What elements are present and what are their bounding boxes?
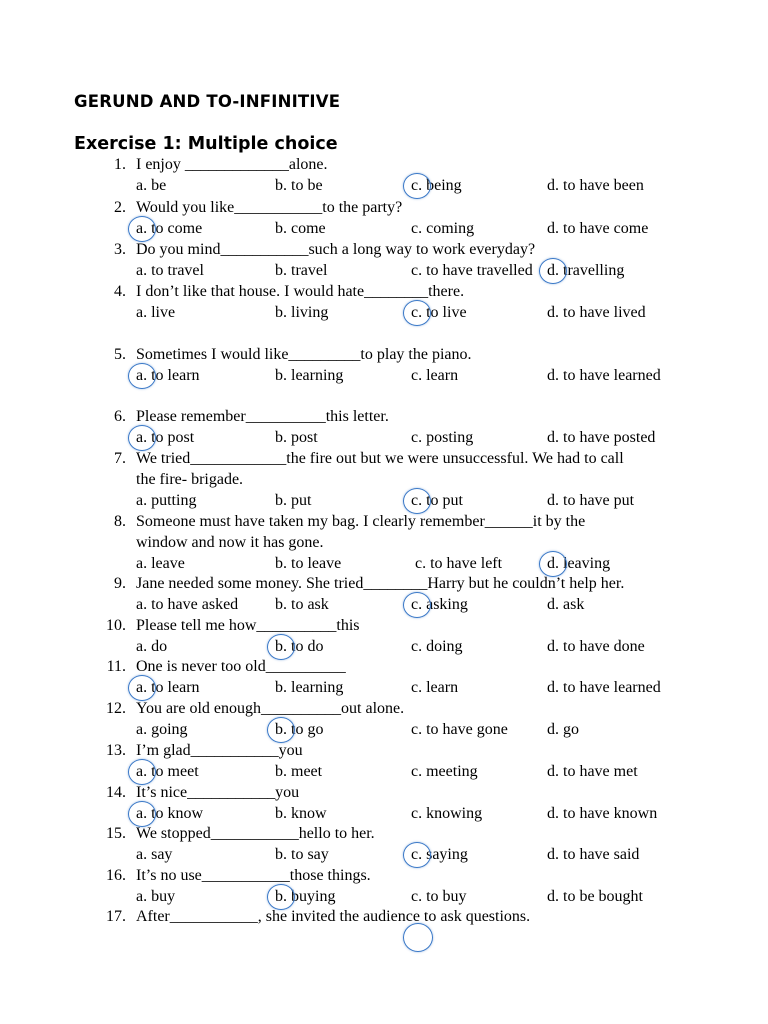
answer-option[interactable]: d. to have met	[547, 762, 638, 780]
question-text: We stopped___________hello to her.	[136, 825, 375, 842]
answer-option[interactable]: d. to have done	[547, 637, 645, 655]
question-text: I’m glad___________you	[136, 742, 303, 759]
answer-option[interactable]: b. learning	[275, 366, 344, 384]
answer-option[interactable]: a. to meet	[136, 762, 199, 780]
answer-option[interactable]: b. living	[275, 303, 329, 321]
question-text: It’s no use___________those things.	[136, 867, 371, 884]
question-text: window and now it has gone.	[136, 533, 324, 551]
answer-option[interactable]: c. knowing	[411, 804, 483, 822]
question-number: 10.	[106, 617, 126, 634]
answer-circle-mark	[128, 801, 156, 827]
answer-option[interactable]: d. to have lived	[547, 303, 646, 321]
answer-option[interactable]: b. put	[275, 491, 312, 509]
question-number: 6.	[114, 408, 126, 425]
answer-circle-mark	[128, 675, 156, 701]
question-text: One is never too old__________	[136, 658, 346, 675]
answer-option[interactable]: b. to do	[275, 637, 324, 655]
answer-option[interactable]: d. to be bought	[547, 887, 643, 905]
question-number: 7.	[114, 450, 126, 467]
answer-option[interactable]: c. meeting	[411, 762, 478, 780]
question-number: 14.	[106, 784, 126, 801]
question-text: Please remember__________this letter.	[136, 408, 389, 425]
answer-option[interactable]: a. buy	[136, 887, 176, 905]
question-number: 12.	[106, 700, 126, 717]
answer-circle-mark	[403, 173, 431, 199]
question-number: 11.	[106, 658, 126, 675]
answer-option[interactable]: a. do	[136, 637, 168, 655]
answer-option[interactable]: c. learn	[411, 678, 459, 696]
answer-option[interactable]: a. putting	[136, 491, 197, 509]
answer-circle-mark	[128, 216, 156, 242]
answer-option[interactable]: c. saying	[411, 845, 468, 863]
exercise-title: Exercise 1: Multiple choice	[74, 134, 338, 154]
answer-option[interactable]: c. to have travelled	[411, 261, 533, 279]
answer-option[interactable]: b. post	[275, 428, 318, 446]
answer-option[interactable]: c. coming	[411, 219, 475, 237]
answer-option[interactable]: b. meet	[275, 762, 323, 780]
answer-circle-mark	[128, 425, 156, 451]
answer-option[interactable]: d. to have posted	[547, 428, 656, 446]
answer-circle-mark	[128, 759, 156, 785]
question-number: 1.	[114, 156, 126, 173]
question-text: Someone must have taken my bag. I clearly remember______it by the	[136, 513, 586, 530]
answer-option[interactable]: a. to travel	[136, 261, 204, 279]
answer-option[interactable]: d. to have put	[547, 491, 635, 509]
answer-circle-mark	[267, 884, 295, 910]
answer-option[interactable]: c. learn	[411, 366, 459, 384]
question-text: You are old enough__________out alone.	[136, 700, 405, 717]
answer-option[interactable]: a. to know	[136, 804, 204, 822]
answer-option[interactable]: b. to ask	[275, 595, 329, 613]
answer-circle-mark	[267, 717, 295, 743]
answer-circle-mark	[267, 634, 295, 660]
question-number: 13.	[106, 742, 126, 759]
answer-option[interactable]: d. travelling	[547, 261, 625, 279]
answer-option[interactable]: d. to have come	[547, 219, 649, 237]
answer-option[interactable]: a. to learn	[136, 678, 200, 696]
answer-option[interactable]: c. asking	[411, 595, 468, 613]
answer-option[interactable]: b. to leave	[275, 554, 342, 572]
question-number: 15.	[106, 825, 126, 842]
question-text: Jane needed some money. She tried________Harry but he couldn’t help her.	[136, 575, 625, 592]
answer-option[interactable]: b. to be	[275, 176, 323, 194]
answer-option[interactable]: b. travel	[275, 261, 328, 279]
question-number: 4.	[114, 283, 126, 300]
question-number: 3.	[114, 241, 126, 258]
question-text: Would you like___________to the party?	[136, 199, 403, 216]
answer-option[interactable]: d. to have learned	[547, 678, 661, 696]
answer-option[interactable]: d. to have known	[547, 804, 658, 822]
answer-option[interactable]: d. leaving	[547, 554, 611, 572]
answer-circle-mark	[403, 923, 433, 952]
question-text: Please tell me how__________this	[136, 617, 360, 634]
answer-option[interactable]: a. leave	[136, 554, 185, 572]
answer-circle-mark	[403, 592, 431, 618]
answer-circle-mark	[403, 300, 431, 326]
answer-option[interactable]: d. to have learned	[547, 366, 661, 384]
answer-circle-mark	[128, 363, 156, 389]
question-text: Do you mind___________such a long way to work everyday?	[136, 241, 536, 258]
answer-option[interactable]: c. doing	[411, 637, 463, 655]
answer-option[interactable]: c. to put	[411, 491, 463, 509]
answer-option[interactable]: a. be	[136, 176, 167, 194]
question-text: We tried____________the fire out but we were unsuccessful. We had to call	[136, 450, 624, 467]
answer-option[interactable]: c. to buy	[411, 887, 467, 905]
question-number: 9.	[114, 575, 126, 592]
worksheet-title: GERUND AND TO-INFINITIVE	[74, 92, 341, 111]
answer-circle-mark	[403, 488, 431, 514]
answer-option[interactable]: a. live	[136, 303, 176, 321]
question-number: 17.	[106, 908, 126, 925]
question-text: Sometimes I would like_________to play the piano.	[136, 346, 472, 363]
answer-option[interactable]: c. to have gone	[411, 720, 508, 738]
question-number: 16.	[106, 867, 126, 884]
answer-option[interactable]: b. know	[275, 804, 327, 822]
answer-circle-mark	[539, 551, 567, 577]
answer-option[interactable]: d. to have been	[547, 176, 644, 194]
answer-option[interactable]: c. to have left	[415, 554, 503, 572]
answer-option[interactable]: d. to have said	[547, 845, 640, 863]
question-text: I don’t like that house. I would hate________there.	[136, 283, 465, 300]
answer-option[interactable]: b. to say	[275, 845, 329, 863]
answer-option[interactable]: b. to go	[275, 720, 324, 738]
answer-option[interactable]: a. to post	[136, 428, 195, 446]
answer-option[interactable]: c. to live	[411, 303, 467, 321]
question-text: I enjoy _____________alone.	[136, 156, 328, 173]
answer-option[interactable]: b. come	[275, 219, 326, 237]
answer-option[interactable]: a. going	[136, 720, 188, 738]
question-text: the fire- brigade.	[136, 470, 244, 488]
answer-option[interactable]: d. ask	[547, 595, 585, 613]
question-number: 5.	[114, 346, 126, 363]
answer-circle-mark	[403, 842, 431, 868]
answer-option[interactable]: a. to have asked	[136, 595, 239, 613]
answer-option[interactable]: b. learning	[275, 678, 344, 696]
answer-option[interactable]: c. being	[411, 176, 462, 194]
answer-circle-mark	[539, 258, 567, 284]
answer-option[interactable]: b. buying	[275, 887, 336, 905]
question-number: 2.	[114, 199, 126, 216]
answer-option[interactable]: d. go	[547, 720, 579, 738]
question-number: 8.	[114, 513, 126, 530]
answer-option[interactable]: c. posting	[411, 428, 474, 446]
question-text: It’s nice___________you	[136, 784, 300, 801]
answer-option[interactable]: a. say	[136, 845, 173, 863]
answer-option[interactable]: a. to come	[136, 219, 203, 237]
question-text: After___________, she invited the audience to ask questions.	[136, 908, 531, 925]
answer-option[interactable]: a. to learn	[136, 366, 200, 384]
